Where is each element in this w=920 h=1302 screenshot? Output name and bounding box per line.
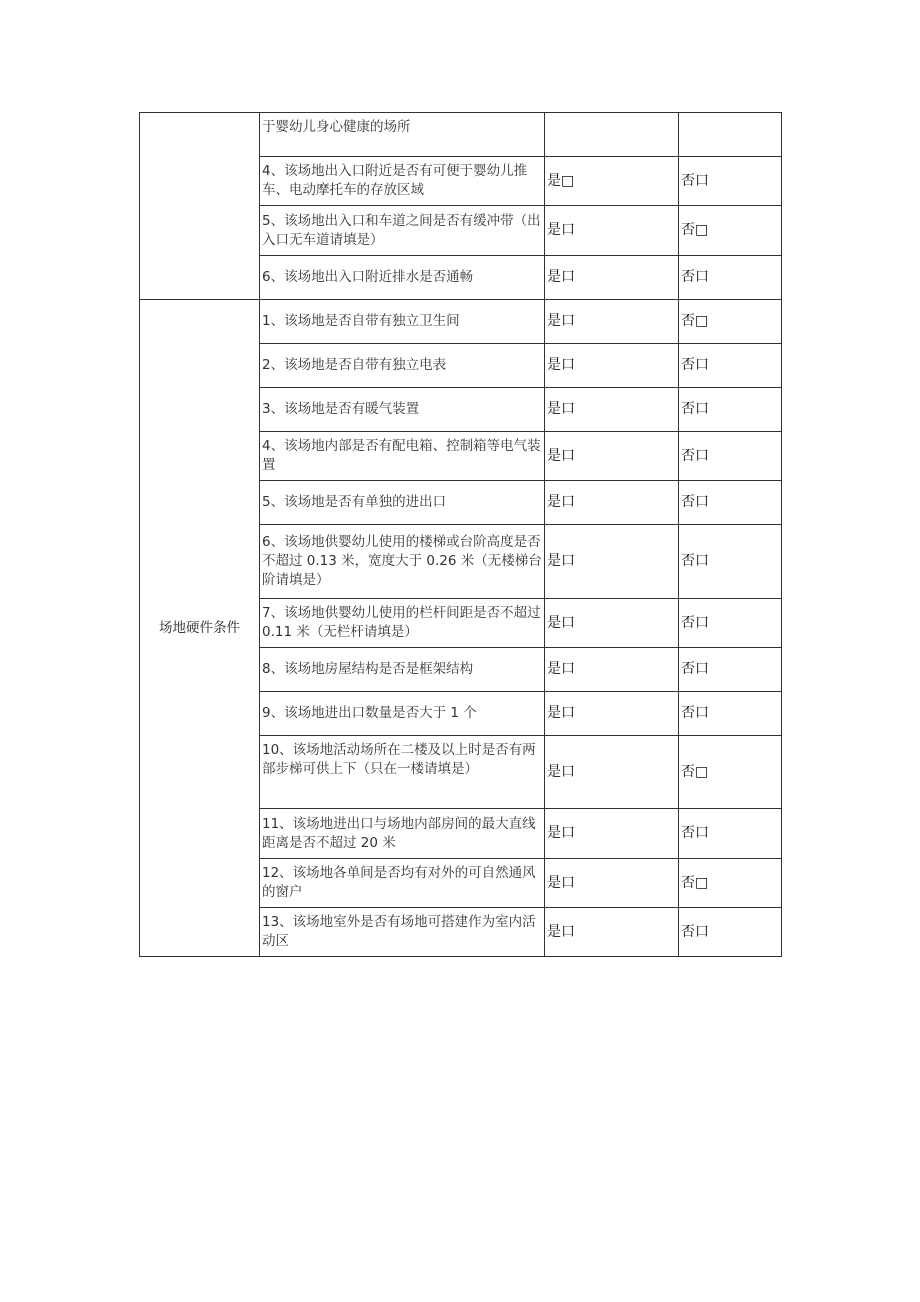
no-checkbox[interactable]: 否口 [679,344,782,388]
question-cell: 6、该场地出入口附近排水是否通畅 [260,256,545,300]
question-cell: 5、该场地出入口和车道之间是否有缓冲带（出入口无车道请填是） [260,206,545,256]
no-checkbox[interactable]: 否口 [679,809,782,859]
no-checkbox[interactable]: 否口 [679,432,782,481]
no-checkbox[interactable]: 否口 [679,692,782,736]
no-checkbox[interactable]: 否□ [679,859,782,908]
question-cell: 4、该场地内部是否有配电箱、控制箱等电气装置 [260,432,545,481]
question-cell: 2、该场地是否自带有独立电表 [260,344,545,388]
yes-checkbox[interactable]: 是口 [545,481,679,525]
yes-checkbox[interactable]: 是□ [545,157,679,206]
no-checkbox[interactable]: 否口 [679,525,782,599]
category-cell-previous [140,113,260,300]
question-cell: 5、该场地是否有单独的进出口 [260,481,545,525]
question-cell: 7、该场地供婴幼儿使用的栏杆间距是否不超过 0.11 米（无栏杆请填是） [260,599,545,648]
yes-checkbox[interactable]: 是口 [545,344,679,388]
question-cell: 4、该场地出入口附近是否有可便于婴幼儿推车、电动摩托车的存放区域 [260,157,545,206]
question-cell: 11、该场地进出口与场地内部房间的最大直线距离是否不超过 20 米 [260,809,545,859]
yes-checkbox[interactable]: 是口 [545,859,679,908]
question-cell: 9、该场地进出口数量是否大于 1 个 [260,692,545,736]
no-checkbox[interactable]: 否口 [679,481,782,525]
no-checkbox[interactable]: 否口 [679,388,782,432]
question-cell: 13、该场地室外是否有场地可搭建作为室内活动区 [260,908,545,957]
no-checkbox[interactable]: 否□ [679,206,782,256]
question-cell: 3、该场地是否有暖气装置 [260,388,545,432]
yes-checkbox[interactable]: 是口 [545,692,679,736]
question-cell: 10、该场地活动场所在二楼及以上时是否有两部步梯可供上下（只在一楼请填是） [260,736,545,809]
yes-checkbox[interactable]: 是口 [545,648,679,692]
yes-checkbox[interactable]: 是口 [545,525,679,599]
yes-checkbox[interactable]: 是口 [545,432,679,481]
question-cell: 6、该场地供婴幼儿使用的楼梯或台阶高度是否不超过 0.13 米，宽度大于 0.26 米（无楼梯台阶请填是） [260,525,545,599]
yes-checkbox[interactable]: 是口 [545,388,679,432]
question-cell: 1、该场地是否自带有独立卫生间 [260,300,545,344]
yes-checkbox[interactable]: 是口 [545,206,679,256]
question-cell: 12、该场地各单间是否均有对外的可自然通风的窗户 [260,859,545,908]
checklist-table [139,112,782,957]
yes-checkbox[interactable]: 是口 [545,908,679,957]
no-checkbox[interactable]: 否口 [679,648,782,692]
question-cell: 8、该场地房屋结构是否是框架结构 [260,648,545,692]
no-checkbox[interactable]: 否□ [679,736,782,809]
yes-checkbox[interactable]: 是口 [545,256,679,300]
yes-checkbox[interactable]: 是口 [545,599,679,648]
table-row [140,113,782,157]
no-checkbox[interactable]: 否口 [679,908,782,957]
no-checkbox[interactable]: 否口 [679,599,782,648]
yes-checkbox[interactable]: 是口 [545,300,679,344]
no-checkbox[interactable]: 否□ [679,300,782,344]
yes-checkbox[interactable] [545,113,679,157]
category-cell-hardware: 场地硬件条件 [140,300,260,957]
question-cell: 于婴幼儿身心健康的场所 [260,113,545,157]
table-row [140,300,782,344]
no-checkbox[interactable] [679,113,782,157]
yes-checkbox[interactable]: 是口 [545,736,679,809]
no-checkbox[interactable]: 否口 [679,256,782,300]
yes-checkbox[interactable]: 是口 [545,809,679,859]
no-checkbox[interactable]: 否口 [679,157,782,206]
